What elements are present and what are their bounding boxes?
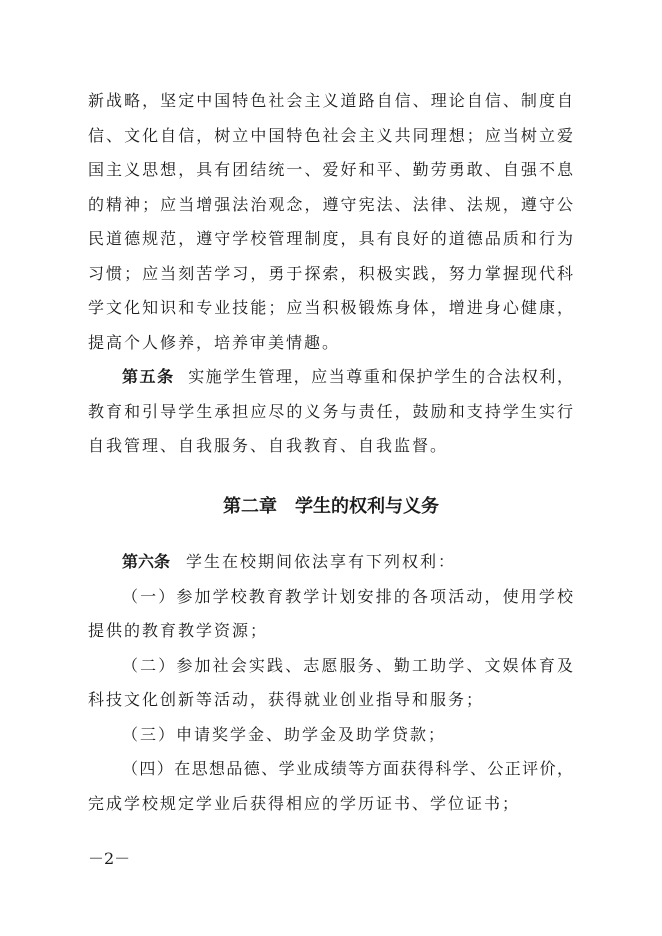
- text-line: 教育和引导学生承担应尽的义务与责任，鼓励和支持学生实行: [88, 402, 573, 421]
- text-line: （一）参加学校教育教学计划安排的各项活动，使用学校: [122, 587, 573, 606]
- text-line: 习惯；应当刻苦学习，勇于探索，积极实践，努力掌握现代科: [88, 264, 573, 283]
- text-line: 国主义思想，具有团结统一、爱好和平、勤劳勇敢、自强不息: [88, 160, 573, 179]
- text-line: 提供的教育教学资源；: [88, 621, 269, 640]
- text-line: （四）在思想品德、学业成绩等方面获得科学、公正评价，: [122, 759, 573, 778]
- article-text: 学生在校期间依法享有下列权利：: [186, 552, 457, 571]
- page-number: －2－: [88, 849, 131, 868]
- text-line: 信、文化自信，树立中国特色社会主义共同理想；应当树立爱: [88, 126, 573, 145]
- article-text: 实施学生管理，应当尊重和保护学生的合法权利，: [186, 367, 573, 386]
- text-line: 自我管理、自我服务、自我教育、自我监督。: [88, 436, 449, 455]
- text-line: 完成学校规定学业后获得相应的学历证书、学位证书；: [88, 794, 521, 813]
- text-line: 的精神；应当增强法治观念，遵守宪法、法律、法规，遵守公: [88, 195, 573, 214]
- text-line: 学文化知识和专业技能；应当积极锻炼身体，增进身心健康，: [88, 298, 573, 317]
- text-line: （三）申请奖学金、助学金及助学贷款；: [122, 725, 447, 744]
- text-line: 提高个人修养，培养审美情趣。: [88, 333, 341, 352]
- text-line: [122, 366, 573, 388]
- text-line: 民道德规范，遵守学校管理制度，具有良好的道德品质和行为: [88, 229, 573, 248]
- text-line: 新战略，坚定中国特色社会主义道路自信、理论自信、制度自: [88, 91, 573, 110]
- text-line: （二）参加社会实践、志愿服务、勤工助学、文娱体育及: [122, 656, 573, 675]
- article-label: 第五条: [122, 367, 175, 386]
- text-line: 科技文化创新等活动，获得就业创业指导和服务；: [88, 690, 485, 709]
- text-line: [122, 551, 573, 573]
- article-label: 第六条: [122, 552, 171, 571]
- chapter-title: 第二章 学生的权利与义务: [223, 496, 439, 517]
